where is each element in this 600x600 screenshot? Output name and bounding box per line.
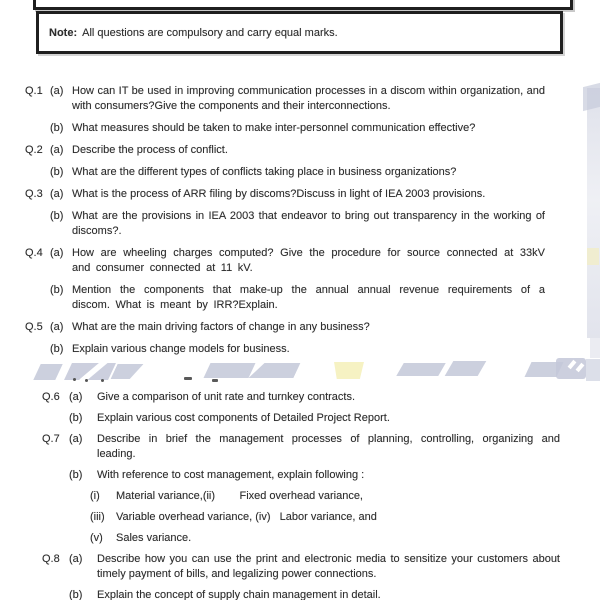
- question-text: Give a comparison of unit rate and turnkey contracts.: [97, 391, 356, 403]
- question-text: Mention the components that make-up the annual annual revenue requirements of a discom. What is meant by IRR?Explain.: [72, 284, 545, 311]
- question-text: Explain various change models for business.: [72, 343, 290, 355]
- question-number: Q.2: [25, 144, 43, 156]
- question-text: Explain various cost components of Detailed Project Report.: [97, 412, 390, 424]
- question-row: [25, 165, 545, 180]
- subitem-text: Sales variance.: [116, 532, 192, 544]
- note-text: All questions are compulsory and carry equal marks.: [82, 26, 338, 39]
- note-box: [36, 11, 563, 54]
- question-number: Q.3: [25, 188, 43, 200]
- watermark-shape: [445, 361, 487, 376]
- question-number: Q.6: [42, 391, 60, 403]
- part-letter: (a): [50, 85, 64, 97]
- part-letter: (a): [69, 433, 83, 445]
- part-letter: (a): [69, 553, 83, 565]
- part-letter: (a): [50, 247, 64, 259]
- question-text: What are the main driving factors of change in any business?: [72, 321, 370, 333]
- part-letter: (b): [50, 210, 64, 222]
- question-number: Q.4: [25, 247, 43, 259]
- watermark-shape-yellow: [332, 362, 366, 379]
- subitem-row: [90, 531, 560, 546]
- question-number: Q.7: [42, 433, 60, 445]
- scan-band-edge: [586, 359, 600, 381]
- scan-speck: [101, 379, 104, 382]
- question-row: [25, 320, 545, 335]
- question-text: With reference to cost management, explain following :: [97, 469, 365, 481]
- subitem-text: Variable overhead variance, (iv) Labor variance, and: [116, 511, 377, 523]
- question-row: [42, 411, 560, 426]
- question-row: [42, 552, 560, 582]
- question-row: [42, 468, 560, 483]
- subitem-number: (i): [90, 490, 100, 502]
- question-row: [42, 588, 560, 600]
- question-row: [25, 187, 545, 202]
- subitem-number: (iii): [90, 511, 105, 523]
- question-number: [42, 588, 69, 600]
- question-row: [42, 390, 560, 405]
- part-letter: (b): [69, 412, 83, 424]
- scan-band-tail: [590, 338, 600, 358]
- question-text: Explain the concept of supply chain management in detail.: [97, 589, 381, 600]
- watermark-shape: [64, 363, 116, 380]
- part-letter: (b): [50, 284, 64, 296]
- question-row: [25, 84, 545, 114]
- part-letter: (b): [50, 166, 64, 178]
- question-text: What is the process of ARR filing by discoms?Discuss in light of IEA 2003 provisions.: [72, 188, 486, 200]
- question-text: How can IT be used in improving communication processes in a discom within organization, and with consumers?Give the components and their interconnections.: [72, 85, 545, 112]
- watermark-mark: [568, 360, 577, 369]
- question-number: [42, 411, 69, 426]
- watermark-shape: [396, 363, 446, 376]
- question-row: [25, 143, 545, 158]
- question-number: [25, 121, 50, 136]
- subitem-row: [90, 489, 560, 504]
- scan-speck: [184, 377, 192, 380]
- scan-speck: [73, 378, 76, 381]
- question-text: What are the different types of conflicts taking place in business organizations?: [72, 166, 457, 178]
- question-number: [42, 468, 69, 483]
- scan-band: [587, 88, 600, 338]
- part-letter: (b): [50, 343, 64, 355]
- question-text: What are the provisions in IEA 2003 that endeavor to bring out transparency in the working of discoms?.: [72, 210, 545, 237]
- question-number: Q.1: [25, 85, 43, 97]
- subitem-row: [90, 510, 560, 525]
- watermark-shape: [249, 363, 301, 378]
- watermark-shape: [111, 364, 144, 379]
- questions-upper-section: [25, 84, 545, 364]
- questions-lower-section: [42, 390, 560, 600]
- question-number: [25, 283, 50, 313]
- watermark-shape: [204, 363, 256, 378]
- note-label: Note:: [49, 26, 78, 39]
- question-number: [25, 342, 50, 357]
- question-row: [25, 209, 545, 239]
- header-box-partial: [33, 0, 573, 10]
- watermark-shape: [33, 364, 62, 380]
- question-row: [25, 121, 545, 136]
- question-row: [25, 246, 545, 276]
- question-number: [25, 209, 50, 239]
- question-number: [25, 165, 50, 180]
- part-letter: (b): [50, 122, 64, 134]
- question-row: [42, 432, 560, 462]
- scan-speck: [212, 379, 218, 382]
- question-row: [25, 283, 545, 313]
- part-letter: (a): [50, 321, 64, 333]
- question-number: Q.5: [25, 321, 43, 333]
- subitem-number: (v): [90, 532, 103, 544]
- part-letter: (b): [69, 589, 83, 600]
- question-text: Describe the process of conflict.: [72, 144, 228, 156]
- part-letter: (a): [69, 391, 83, 403]
- watermark-shape: [556, 358, 586, 379]
- subitem-text: Material variance,(ii) Fixed overhead variance,: [116, 490, 363, 502]
- question-row: [25, 342, 545, 357]
- scan-band-yellow: [587, 248, 599, 265]
- part-letter: (a): [50, 188, 64, 200]
- question-text: How are wheeling charges computed? Give the procedure for source connected at 33kV and consumer connected at 11 kV.: [72, 247, 545, 274]
- watermark-mark: [576, 363, 585, 372]
- question-text: Describe in brief the management processes of planning, controlling, organizing and leading.: [97, 433, 560, 460]
- scan-speck: [85, 379, 88, 382]
- part-letter: (a): [50, 144, 64, 156]
- question-text: What measures should be taken to make inter-personnel communication effective?: [72, 122, 476, 134]
- question-number: Q.8: [42, 553, 60, 565]
- part-letter: (b): [69, 469, 83, 481]
- question-text: Describe how you can use the print and electronic media to sensitize your customers about timely payment of bills, and legalizing power connections.: [97, 553, 560, 580]
